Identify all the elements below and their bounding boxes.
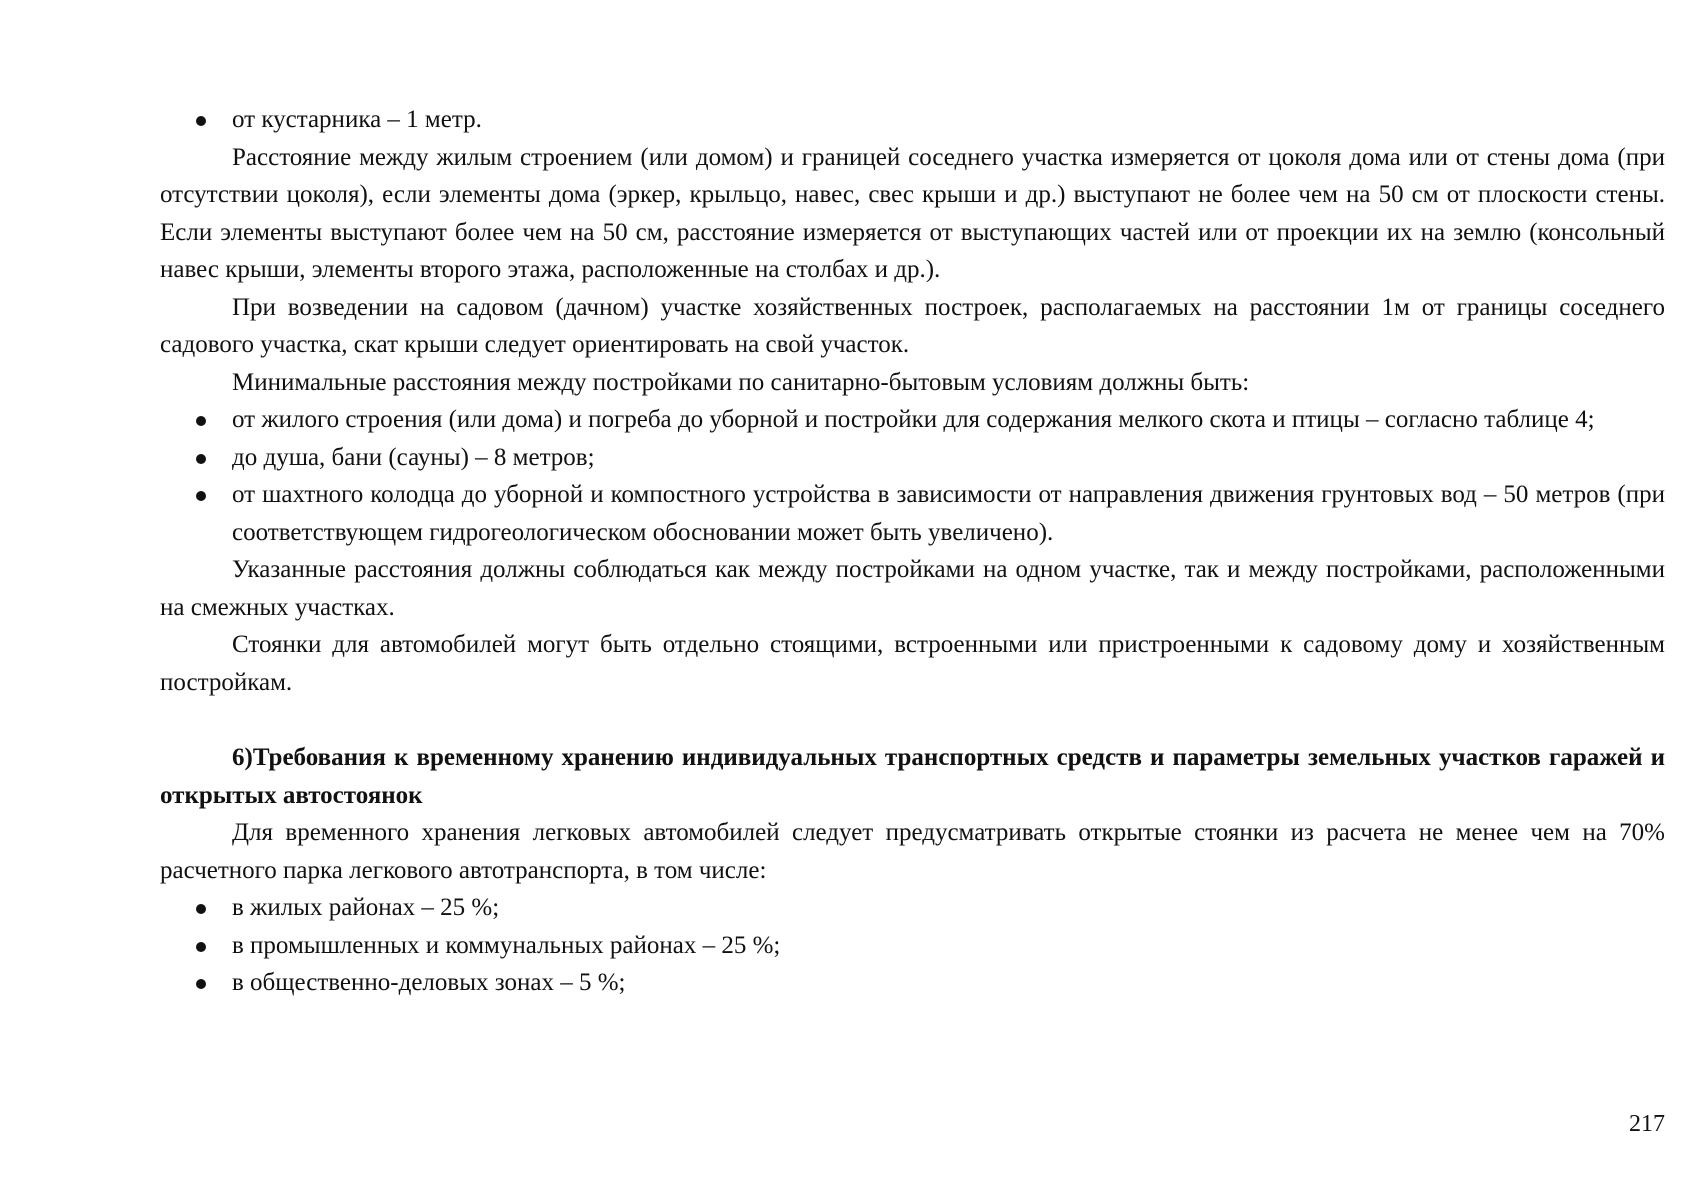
bullet-icon	[196, 904, 206, 914]
paragraph-minimal-distances: Минимальные расстояния между постройками по санитарно-бытовым условиям должны быть:	[232, 368, 1250, 396]
paragraph-adjacent-plots: Указанные расстояния должны соблюдаться как между постройками на одном участке, так и между постройками, расположенными на смежных участках.	[160, 556, 1665, 621]
list-item-text: в промышленных и коммунальных районах – 25 %;	[232, 931, 781, 959]
paragraph-car-parking: Стоянки для автомобилей могут быть отдельно стоящими, встроенными или пристроенными к садовому дому и хозяйственным постройкам.	[160, 631, 1665, 696]
list-item-text: до душа, бани (сауны) – 8 метров;	[232, 443, 595, 471]
list-item-text: от жилого строения (или дома) и погреба до уборной и постройки для содержания мелкого скота и птицы – согласно таблице 4;	[232, 406, 1595, 433]
list-item-well	[160, 476, 1665, 551]
section-heading: 6)Требования к временному хранению индивидуальных транспортных средств и параметры земельных участков гаражей и открытых автостоянок	[160, 744, 1665, 809]
page-number: 217	[1629, 1111, 1665, 1137]
bullet-icon	[196, 454, 206, 464]
bullet-icon	[196, 979, 206, 989]
list-item-text: в жилых районах – 25 %;	[232, 894, 500, 921]
bullet-icon	[196, 416, 206, 426]
bullet-icon	[196, 942, 206, 952]
document-page	[160, 101, 1665, 1002]
paragraph-distance-measurement: Расстояние между жилым строением (или домом) и границей соседнего участка измеряется от цоколя дома или от стены дома (при отсутствии цоколя), если элементы дома (эркер, крыльцо, навес, свес крыши и др.) выступают не более чем на 50 см от плоскости стены. Если элементы выступают более чем на 50 см, расстояние измеряется от выступающих частей или от проекции их на землю (консольный навес крыши, элементы второго этажа, расположенные на столбах и др.).	[160, 143, 1665, 283]
paragraph-roof-slope: При возведении на садовом (дачном) участке хозяйственных построек, располагаемых на расстоянии 1м от границы соседнего садового участка, скат крыши следует ориентировать на свой участок.	[160, 293, 1665, 358]
bullet-icon	[196, 491, 206, 501]
list-item-business	[160, 964, 1665, 1002]
list-item-dwelling-to-toilet	[160, 401, 1665, 439]
list-item-shrubs	[160, 101, 1665, 139]
list-item-industrial	[160, 927, 1665, 965]
list-item-text: от шахтного колодца до уборной и компостного устройства в зависимости от направления движения грунтовых вод – 50 метров (при соответствующем гидрогеологическом обосновании может быть увеличено).	[232, 481, 1665, 546]
list-item-shower-sauna	[160, 439, 1665, 477]
bullet-icon	[196, 116, 206, 126]
paragraph-temporary-storage: Для временного хранения легковых автомобилей следует предусматривать открытые стоянки из расчета не менее чем на 70% расчетного парка легкового автотранспорта, в том числе:	[160, 819, 1665, 884]
list-item-text: в общественно-деловых зонах – 5 %;	[232, 969, 626, 996]
list-item-residential	[160, 889, 1665, 927]
list-item-text: от кустарника – 1 метр.	[232, 106, 482, 133]
